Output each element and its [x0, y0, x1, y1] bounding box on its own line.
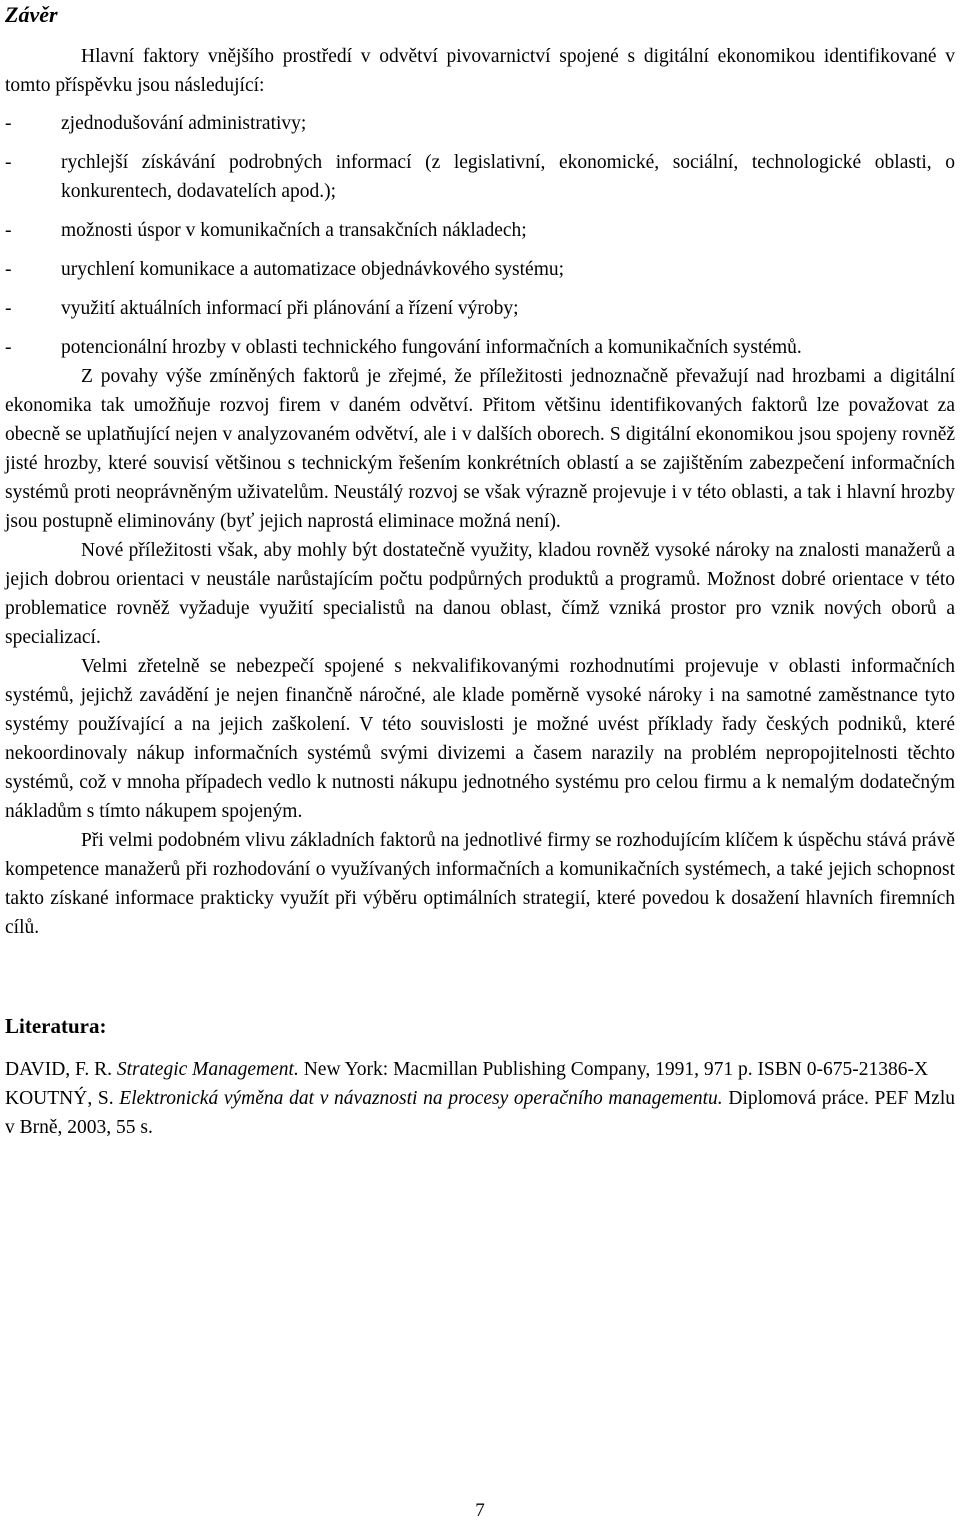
body-paragraph: Nové příležitosti však, aby mohly být dostatečně využity, kladou rovněž vysoké nároky na znalosti manažerů a jejich dobrou orientaci v neustále narůstajícím počtu podpůrných produktů a programů. Možnost dobré orientace v této problematice rovněž vyžaduje využití specialistů na danou oblast, čímž vzniká prostor pro vznik nových oborů a specializací. [5, 540, 955, 648]
bullet-dash: - [5, 113, 12, 134]
list-item-text: rychlejší získávání podrobných informací (z legislativní, ekonomické, sociální, technologické oblasti, o konkurentech, dodavatelích apod.); [61, 152, 955, 202]
factor-list [5, 109, 955, 362]
list-item-text: využití aktuálních informací při plánování a řízení výroby; [61, 298, 519, 319]
reference-author: KOUTNÝ, S. [5, 1088, 114, 1109]
list-item-text: možnosti úspor v komunikačních a transakčních nákladech; [61, 220, 527, 241]
reference-details: New York: Macmillan Publishing Company, 1991, 971 p. ISBN 0-675-21386-X [303, 1059, 929, 1080]
body-paragraph: Při velmi podobném vlivu základních faktorů na jednotlivé firmy se rozhodujícím klíčem k úspěchu stává právě kompetence manažerů při rozhodování o využívaných informačních a komunikačních systémech, a také jejich schopnost takto získané informace prakticky využít při výběru optimálních strategií, které povedou k dosažení hlavních firemních cílů. [5, 830, 955, 938]
list-item [5, 294, 955, 323]
literature-heading: Literatura: [5, 1014, 107, 1038]
list-item [5, 109, 955, 138]
list-item-text: zjednodušování administrativy; [61, 113, 307, 134]
list-item-text: potencionální hrozby v oblasti technického fungování informačních a komunikačních systémů. [61, 337, 802, 358]
page-number: 7 [475, 1500, 485, 1521]
reference-entry [5, 1055, 955, 1084]
bullet-dash: - [5, 152, 12, 173]
reference-title: Strategic Management. [116, 1059, 299, 1080]
bullet-dash: - [5, 298, 12, 319]
document-page [5, 0, 955, 1142]
bullet-dash: - [5, 220, 12, 241]
list-item [5, 333, 955, 362]
reference-author: DAVID, F. R. [5, 1059, 112, 1080]
list-item [5, 148, 955, 206]
list-item [5, 216, 955, 245]
body-paragraph: Z povahy výše zmíněných faktorů je zřejmé, že příležitosti jednoznačně převažují nad hrozbami a digitální ekonomika tak umožňuje rozvoj firem v daném odvětví. Přitom většinu identifikovaných faktorů lze považovat za obecně se uplatňující nejen v analyzovaném odvětví, ale i v dalších oborech. S digitální ekonomikou jsou spojeny rovněž jisté hrozby, které souvisí většinou s technickým řešením konkrétních oblastí a se zajištěním zabezpečení informačních systémů proti neoprávněným uživatelům. Neustálý rozvoj se však výrazně projevuje i v této oblasti, a tak i hlavní hrozby jsou postupně eliminovány (byť jejich naprostá eliminace možná není). [5, 366, 955, 532]
body-paragraph: Velmi zřetelně se nebezpečí spojené s nekvalifikovanými rozhodnutími projevuje v oblasti informačních systémů, jejichž zavádění je nejen finančně náročné, ale klade poměrně vysoké nároky i na samotné zaměstnance tyto systémy používající a na jejich zaškolení. V této souvislosti je možné uvést příklady řady českých podniků, které nekoordinovaly nákup informačních systémů svými divizemi a časem narazily na problém nepropojitelnosti těchto systémů, což v mnoha případech vedlo k nutnosti nákupu jednotného systému pro celou firmu a k nemalým dodatečným nákladům s tímto nákupem spojeným. [5, 656, 955, 822]
list-item-text: urychlení komunikace a automatizace objednávkového systému; [61, 259, 565, 280]
reference-entry [5, 1084, 955, 1142]
reference-title: Elektronická výměna dat v návaznosti na procesy operačního managementu. [119, 1088, 723, 1109]
reference-details: Diplomová práce. PEF Mzlu v Brně, 2003, 55 s. [5, 1088, 956, 1138]
bullet-dash: - [5, 337, 12, 358]
list-item [5, 255, 955, 284]
bullet-dash: - [5, 259, 12, 280]
section-title: Závěr [5, 2, 58, 27]
intro-paragraph: Hlavní faktory vnějšího prostředí v odvětví pivovarnictví spojené s digitální ekonomikou identifikované v tomto příspěvku jsou následující: [5, 46, 955, 96]
